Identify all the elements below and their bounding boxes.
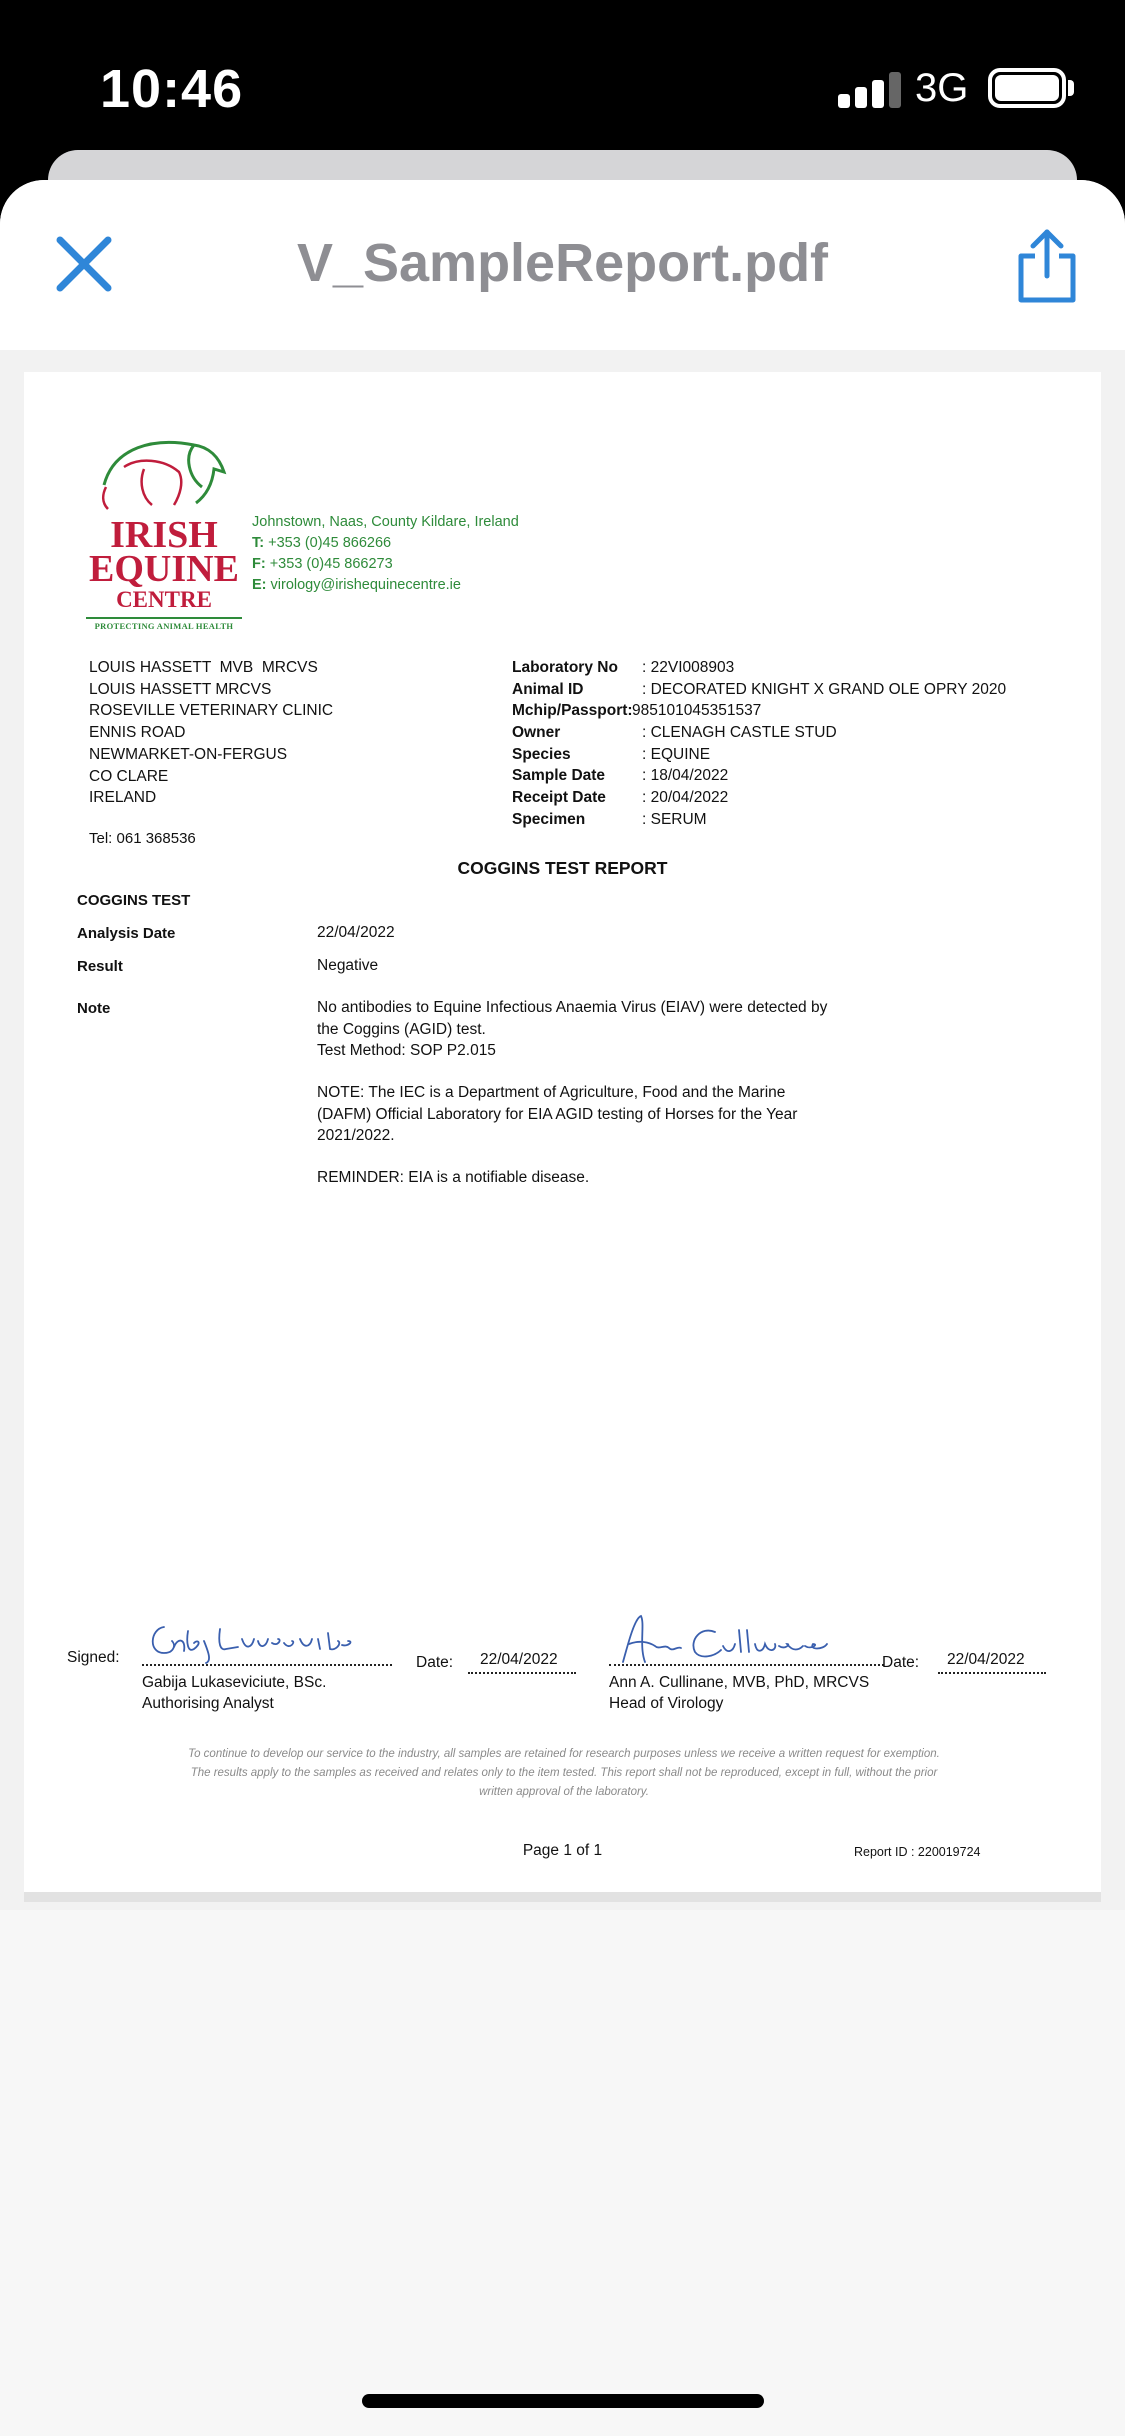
lab-telephone: T: +353 (0)45 866266 bbox=[252, 535, 392, 551]
battery-icon bbox=[988, 68, 1066, 108]
detail-row-specimen: Specimen : SERUM bbox=[512, 810, 707, 828]
analysis-date-label: Analysis Date bbox=[77, 925, 176, 942]
document-scroll-area[interactable] bbox=[0, 350, 1125, 1910]
head-signature-line bbox=[609, 1664, 884, 1666]
analyst-date-label: Date: bbox=[416, 1654, 454, 1671]
share-button[interactable] bbox=[1015, 228, 1079, 304]
detail-row-animal-id: Animal ID : DECORATED KNIGHT X GRAND OLE OPRY 2020 bbox=[512, 680, 1007, 698]
analyst-name-block bbox=[142, 1672, 326, 1714]
detail-row-laboratory-no: Laboratory No : 22VI008903 bbox=[512, 659, 735, 676]
lab-fax: F: +353 (0)45 866273 bbox=[252, 556, 393, 572]
recipient-line: LOUIS HASSETT MRCVS bbox=[89, 680, 272, 698]
note-text: No antibodies to Equine Infectious Anaemia Virus (EIAV) were detected by the Coggins (AGID) test. Test Method: SOP P2.015 bbox=[317, 999, 828, 1060]
recipient-line: LOUIS HASSETT MVB MRCVS bbox=[89, 659, 318, 676]
share-icon bbox=[1015, 228, 1079, 304]
logo-text-equine: EQUINE bbox=[89, 548, 239, 590]
sample-details bbox=[512, 657, 1006, 831]
detail-row-sample-date: Sample Date : 18/04/2022 bbox=[512, 767, 729, 785]
horse-logo-icon bbox=[84, 427, 244, 517]
lab-address: Johnstown, Naas, County Kildare, Ireland bbox=[252, 514, 519, 530]
head-role: Head of Virology bbox=[609, 1695, 724, 1712]
logo-divider bbox=[86, 617, 242, 619]
status-time: 10:46 bbox=[100, 59, 244, 119]
head-of-virology-signature bbox=[609, 1610, 849, 1670]
recipient-line: CO CLARE bbox=[89, 767, 169, 785]
detail-row-owner: Owner : CLENAGH CASTLE STUD bbox=[512, 724, 837, 742]
disclaimer: To continue to develop our service to the industry, all samples are retained for research purposes unless we receive a written request for exemption. The results apply to the samples as received and relates only to the item tested. This report shall not be reproduced, except in full, without the prior written approval of the laboratory. bbox=[188, 1748, 940, 1798]
pdf-page bbox=[24, 372, 1101, 1902]
head-date-line bbox=[938, 1672, 1046, 1674]
home-indicator[interactable] bbox=[362, 2394, 764, 2408]
network-type: 3G bbox=[915, 66, 969, 110]
page-number: Page 1 of 1 bbox=[522, 1842, 603, 1859]
head-date-value: 22/04/2022 bbox=[947, 1651, 1025, 1668]
report-id: Report ID : 220019724 bbox=[854, 1845, 981, 1859]
analyst-date-value: 22/04/2022 bbox=[480, 1651, 558, 1668]
irish-equine-centre-logo bbox=[84, 427, 244, 632]
head-name: Ann A. Cullinane, MVB, PhD, MRCVS bbox=[609, 1674, 870, 1691]
status-bar bbox=[0, 0, 1125, 150]
battery-nub bbox=[1068, 80, 1074, 96]
logo-text-centre: CENTRE bbox=[116, 587, 212, 612]
result-value: Negative bbox=[317, 957, 379, 974]
logo-text-irish: IRISH bbox=[110, 514, 218, 556]
reminder-text: REMINDER: EIA is a notifiable disease. bbox=[317, 1169, 590, 1186]
viewer-nav-bar bbox=[0, 180, 1125, 350]
lab-email: E: virology@irishequinecentre.ie bbox=[252, 577, 461, 593]
note-label: Note bbox=[77, 1000, 111, 1017]
recipient-line: ROSEVILLE VETERINARY CLINIC bbox=[89, 702, 334, 720]
analysis-date-value: 22/04/2022 bbox=[317, 924, 395, 941]
logo-tagline: PROTECTING ANIMAL HEALTH bbox=[94, 621, 234, 631]
detail-row-species: Species : EQUINE bbox=[512, 745, 711, 763]
analyst-role: Authorising Analyst bbox=[142, 1695, 274, 1712]
analyst-date-line bbox=[468, 1672, 576, 1674]
lab-contact-block bbox=[252, 512, 519, 596]
signed-label: Signed: bbox=[67, 1649, 120, 1666]
report-title: COGGINS TEST REPORT bbox=[457, 858, 668, 878]
cellular-signal-icon bbox=[838, 72, 902, 108]
recipient-line: IRELAND bbox=[89, 789, 157, 807]
analyst-signature bbox=[142, 1617, 362, 1665]
recipient-telephone: Tel: 061 368536 bbox=[89, 830, 196, 847]
result-label: Result bbox=[77, 958, 123, 975]
analyst-name: Gabija Lukaseviciute, BSc. bbox=[142, 1674, 327, 1691]
document-title: V_SampleReport.pdf bbox=[296, 233, 829, 293]
recipient-line: ENNIS ROAD bbox=[89, 724, 186, 742]
head-date-label: Date: bbox=[882, 1654, 920, 1671]
detail-row-mchip-passport: Mchip/Passport: 985101045351537 bbox=[512, 702, 762, 720]
dafm-note-text: NOTE: The IEC is a Department of Agriculture, Food and the Marine (DAFM) Official Laboratory for EIA AGID testing of Horses for the Year 2021/2022. bbox=[317, 1084, 798, 1145]
recipient-address bbox=[89, 657, 333, 809]
head-name-block bbox=[609, 1672, 869, 1714]
recipient-line: NEWMARKET-ON-FERGUS bbox=[89, 745, 288, 763]
analyst-signature-line bbox=[142, 1664, 392, 1666]
test-heading: COGGINS TEST bbox=[77, 892, 191, 909]
detail-row-receipt-date: Receipt Date : 20/04/2022 bbox=[512, 789, 729, 807]
